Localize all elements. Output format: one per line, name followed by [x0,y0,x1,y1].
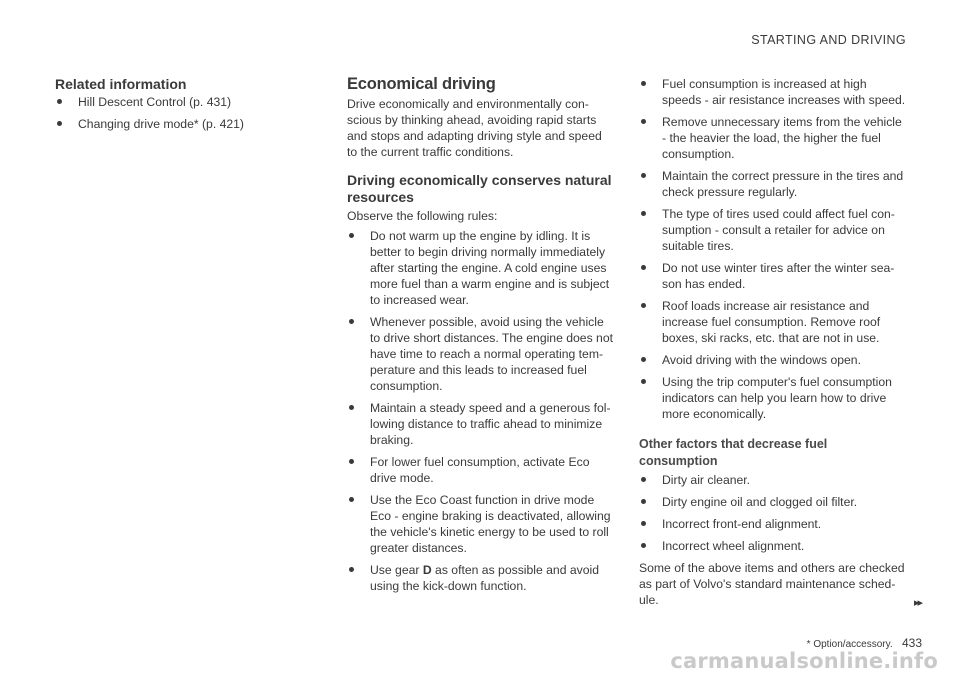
list-item: Do not use winter tires after the winter sea-son has ended. [639,260,907,292]
list-item: Remove unnecessary items from the vehicle - the heavier the load, the higher the fuel consumption. [639,114,907,162]
page-footer [807,636,922,650]
bullet-icon [641,477,646,482]
rules-intro: Observe the following rules: [347,209,498,223]
related-links-list [55,94,295,132]
bullet-icon [349,405,354,410]
other-factors-heading: Other factors that decrease fuel consumption [639,437,828,468]
related-information-column [55,76,295,138]
list-item: Dirty engine oil and clogged oil filter. [639,494,907,510]
bullet-icon [641,173,646,178]
list-item: Incorrect front-end alignment. [639,516,907,532]
list-item: Roof loads increase air resistance and increase fuel consumption. Remove roof boxes, ski racks, etc. that are not in use. [639,298,907,346]
list-item: Maintain the correct pressure in the tires and check pressure regularly. [639,168,907,200]
list-item: Dirty air cleaner. [639,472,907,488]
bullet-icon [641,357,646,362]
bullet-icon [349,233,354,238]
bullet-icon [641,119,646,124]
page-number: 433 [901,636,922,650]
list-item: Using the trip computer's fuel consumption indicators can help you learn how to drive more economically. [639,374,907,422]
fuel-tips-column [639,76,907,612]
related-link[interactable]: Hill Descent Control (p. 431) [55,94,295,110]
bullet-icon [57,121,62,126]
page-title: Economical driving [347,75,496,93]
bullet-icon [57,99,62,104]
list-item: Do not warm up the engine by idling. It is better to begin driving normally immediately after starting the engine. A cold engine uses more fuel than a warm engine and is subject to increased wear. [347,228,615,308]
gear-label: D [422,563,432,577]
bullet-icon [641,543,646,548]
bullet-icon [641,211,646,216]
list-item: Avoid driving with the windows open. [639,352,907,368]
list-item: The type of tires used could affect fuel con-sumption - consult a retailer for advice on suitable tires. [639,206,907,254]
bullet-icon [349,459,354,464]
list-item: Maintain a steady speed and a generous fol-lowing distance to traffic ahead to minimize braking. [347,400,615,448]
option-accessory-note: * Option/accessory. [806,639,893,650]
rules-list-continued [639,76,907,422]
bullet-icon [641,499,646,504]
bullet-icon [641,379,646,384]
section-header: STARTING AND DRIVING [751,33,906,47]
other-factors-list [639,472,907,554]
list-item: Whenever possible, avoid using the vehicle to drive short distances. The engine does not have time to reach a normal operating tem-perature and this leads to increased fuel consumption. [347,314,615,394]
list-item: Use the Eco Coast function in drive mode Eco - engine braking is deactivated, allowing the vehicle's kinetic energy to be used to roll greater distances. [347,492,615,556]
related-information-heading: Related information [55,76,187,92]
section-heading: Driving economically conserves natural resources [347,172,612,205]
list-item: Incorrect wheel alignment. [639,538,907,554]
list-item: For lower fuel consumption, activate Eco drive mode. [347,454,615,486]
economical-driving-column [347,76,615,600]
list-item: Fuel consumption is increased at high speeds - air resistance increases with speed. [639,76,907,108]
bullet-icon [349,319,354,324]
list-item: Use gear D as often as possible and avoid using the kick-down function. [347,562,615,594]
bullet-icon [349,497,354,502]
rules-list [347,228,615,594]
bullet-icon [641,81,646,86]
intro-paragraph: Drive economically and environmentally con-scious by thinking ahead, avoiding rapid starts and stops and adapting driving style and speed to the current traffic conditions. [347,97,602,159]
continue-arrows-icon: ▸▸ [913,597,921,609]
bullet-icon [641,265,646,270]
bullet-icon [349,567,354,572]
bullet-icon [641,303,646,308]
related-link[interactable]: Changing drive mode* (p. 421) [55,116,295,132]
watermark: carmanualsonline.info [670,649,938,673]
closing-paragraph: Some of the above items and others are checked as part of Volvo's standard maintenance sched-ule. [639,561,905,607]
bullet-icon [641,521,646,526]
